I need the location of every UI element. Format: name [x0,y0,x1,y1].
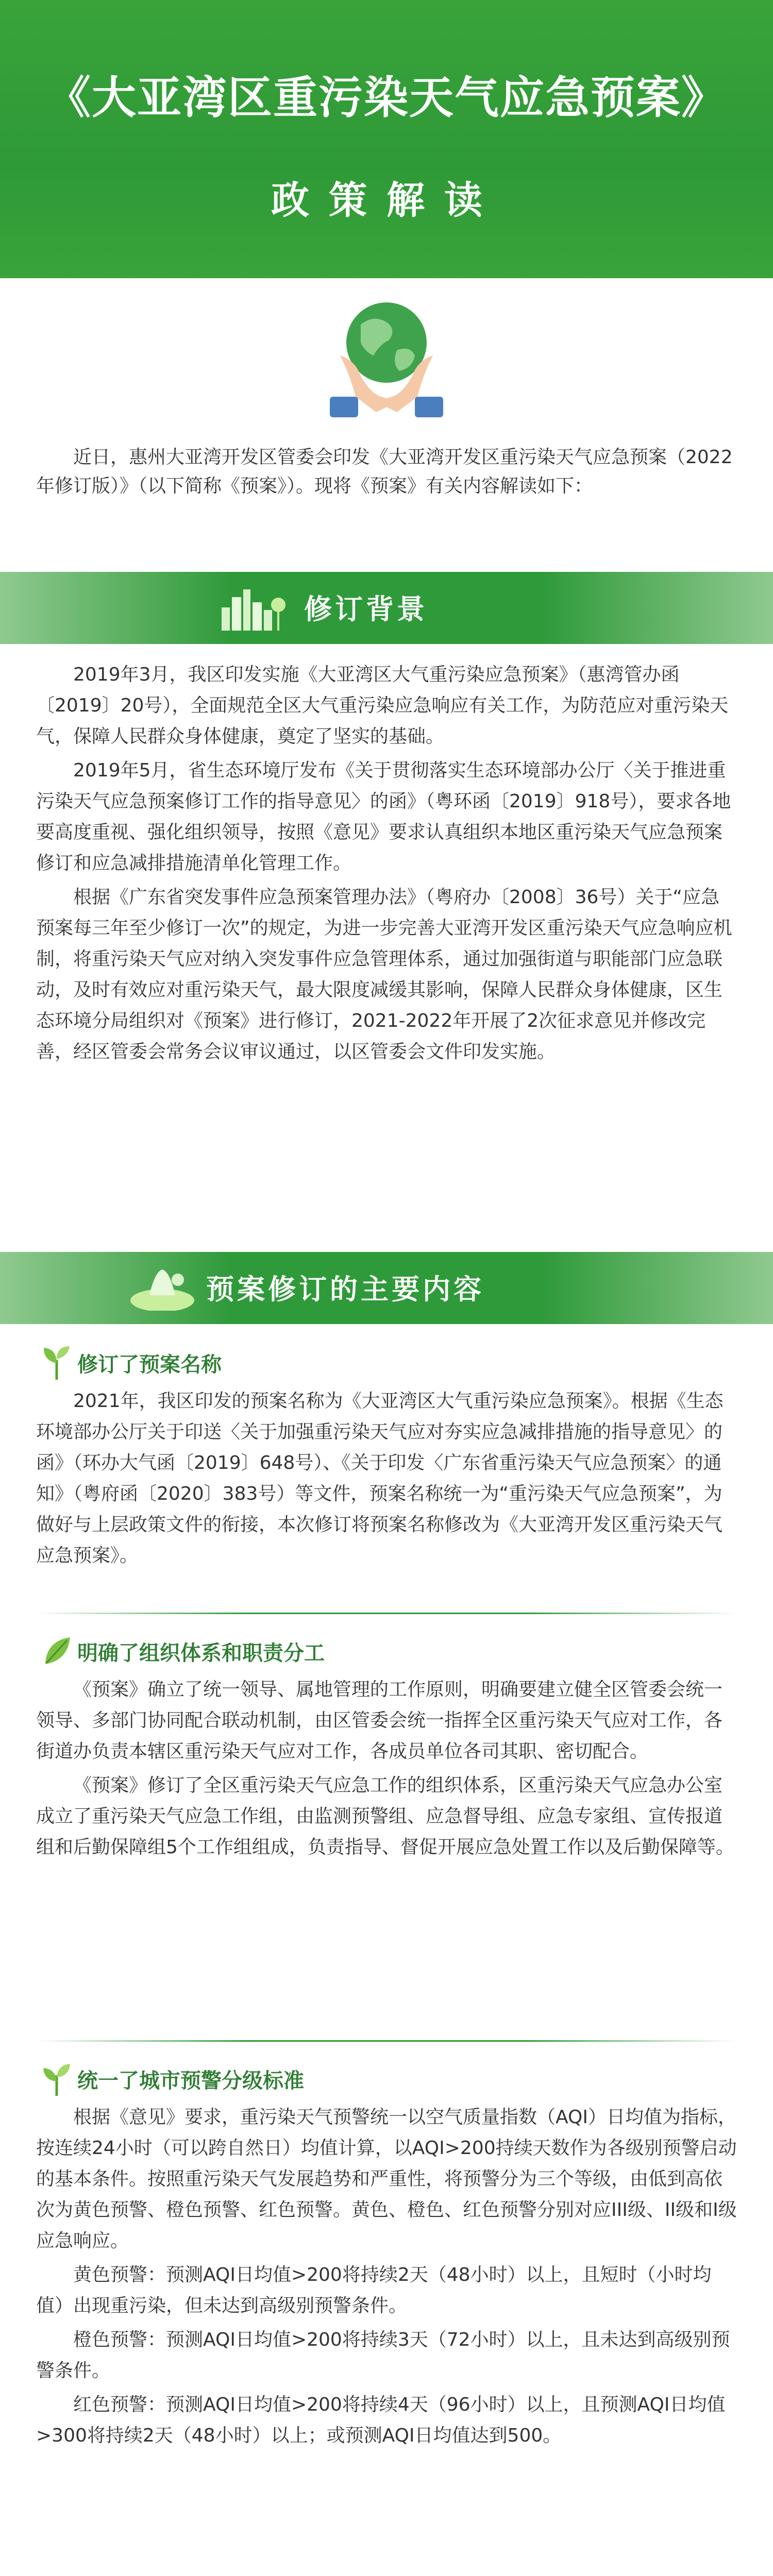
section-title-main-content: 预案修订的主要内容 [206,1273,484,1306]
subheading-text: 明确了组织体系和职责分工 [77,1641,325,1665]
hands-globe-icon [314,294,459,422]
subheading-rename [41,1345,222,1381]
green-hill-icon [129,1264,196,1311]
organization-paragraphs [36,1674,737,1866]
background-paragraph: 2019年3月，我区印发实施《大亚湾区大气重污染应急预案》（惠湾管办函〔2019〕20号），全面规范全区大气重污染应急响应有关工作，为防范应对重污染天气，保障人民群众身体健康，奠定了坚实的基础。 [36,664,729,747]
orange-warning-paragraph: 橙色预警：预测AQI日均值>200将持续3天（72小时）以上，且未达到高级别预警条件。 [36,2329,730,2381]
section-divider [36,1613,737,1614]
red-warning-paragraph: 红色预警：预测AQI日均值>200将持续4天（96小时）以上，且预测AQI日均值>300将持续2天（48小时）以上；或预测AQI日均值达到500。 [36,2394,726,2446]
subheading-warning-levels [41,2061,304,2097]
background-paragraph: 2019年5月，省生态环境厅发布《关于贯彻落实生态环境部办公厅〈关于推进重污染天气应急预案修订工作的指导意见〉的函》（粤环函〔2019〕918号），要求各地要高度重视、强化组织领导，按照《意见》要求认真组织本地区重污染天气应急预案修订和应急减排措施清单化管理工作。 [36,760,731,874]
organization-paragraph: 《预案》修订了全区重污染天气应急工作的组织体系，区重污染天气应急办公室成立了重污染天气应急工作组，由监测预警组、应急督导组、应急专家组、宣传报道组和后勤保障组5个工作组组成，负责指导、督促开展应急处置工作以及后勤保障等。 [36,1775,734,1858]
subheading-text: 统一了城市预警分级标准 [77,2069,304,2093]
warning-level-paragraphs [36,2102,737,2454]
city-skyline-icon [216,584,289,633]
yellow-warning-paragraph: 黄色预警：预测AQI日均值>200将持续2天（48小时）以上，且短时（小时均值）出现重污染，但未达到高级别预警条件。 [36,2264,712,2316]
section-band-main-content [0,1252,773,1324]
organization-paragraph: 《预案》确立了统一领导、属地管理的工作原则，明确要建立健全区管委会统一领导、多部门协同配合联动机制，由区管委会统一指挥全区重污染天气应对工作，各街道办负责本辖区重污染天气应对工作，各成员单位各司其职、密切配合。 [36,1679,723,1762]
sprout-icon [41,1345,72,1381]
background-paragraph: 根据《广东省突发事件应急预案管理办法》（粤府办〔2008〕36号）关于“应急预案每三年至少修订一次”的规定，为进一步完善大亚湾开发区重污染天气应急响应机制，将重污染天气应对纳入突发事件应急管理体系，通过加强街道与职能部门应急联动，及时有效应对重污染天气，最大限度减缓其影响，保障人民群众身体健康，区生态环境分局组织对《预案》进行修订，2021-2022年开展了2次征求意见并修改完善，经区管委会常务会议审议通过，以区管委会文件印发实施。 [36,887,732,1062]
section-band-background [0,572,773,644]
subheading-text: 修订了预案名称 [77,1352,222,1377]
header-banner [0,0,773,278]
page-subtitle: 政策解读 [271,178,502,223]
plant-icon [41,2061,72,2097]
rename-paragraphs [36,1386,737,1574]
intro-paragraph: 近日，惠州大亚湾开发区管委会印发《大亚湾开发区重污染天气应急预案（2022年修订版）》（以下简称《预案》）。现将《预案》有关内容解读如下： [36,447,733,497]
section-divider [36,2040,737,2042]
subheading-organization [41,1633,325,1669]
page-title: 《大亚湾区重污染天气应急预案》 [46,72,727,124]
leaf-icon [41,1633,72,1669]
section-title-background: 修订背景 [304,593,428,625]
rename-paragraph: 2021年，我区印发的预案名称为《大亚湾区大气重污染应急预案》。根据《生态环境部办公厅关于印送〈关于加强重污染天气应对夯实应急减排措施的指导意见〉的函》（环办大气函〔2019〕648号）、《关于印发〈广东省重污染天气应急预案〉的通知》（粤府函〔2020〕383号）等文件，预案名称统一为“重污染天气应急预案”，为做好与上层政策文件的衔接，本次修订将预案名称修改为《大亚湾开发区重污染天气应急预案》。 [36,1391,724,1566]
warning-level-paragraph: 根据《意见》要求，重污染天气预警统一以空气质量指数（AQI）日均值为指标，按连续24小时（可以跨自然日）均值计算，以AQI>200持续天数作为各级别预警启动的基本条件。按照重污染天气发展趋势和严重性，将预警分为三个等级，由低到高依次为黄色预警、橙色预警、红色预警。黄色、橙色、红色预警分别对应III级、II级和I级应急响应。 [36,2107,737,2251]
background-paragraphs [36,659,737,1071]
